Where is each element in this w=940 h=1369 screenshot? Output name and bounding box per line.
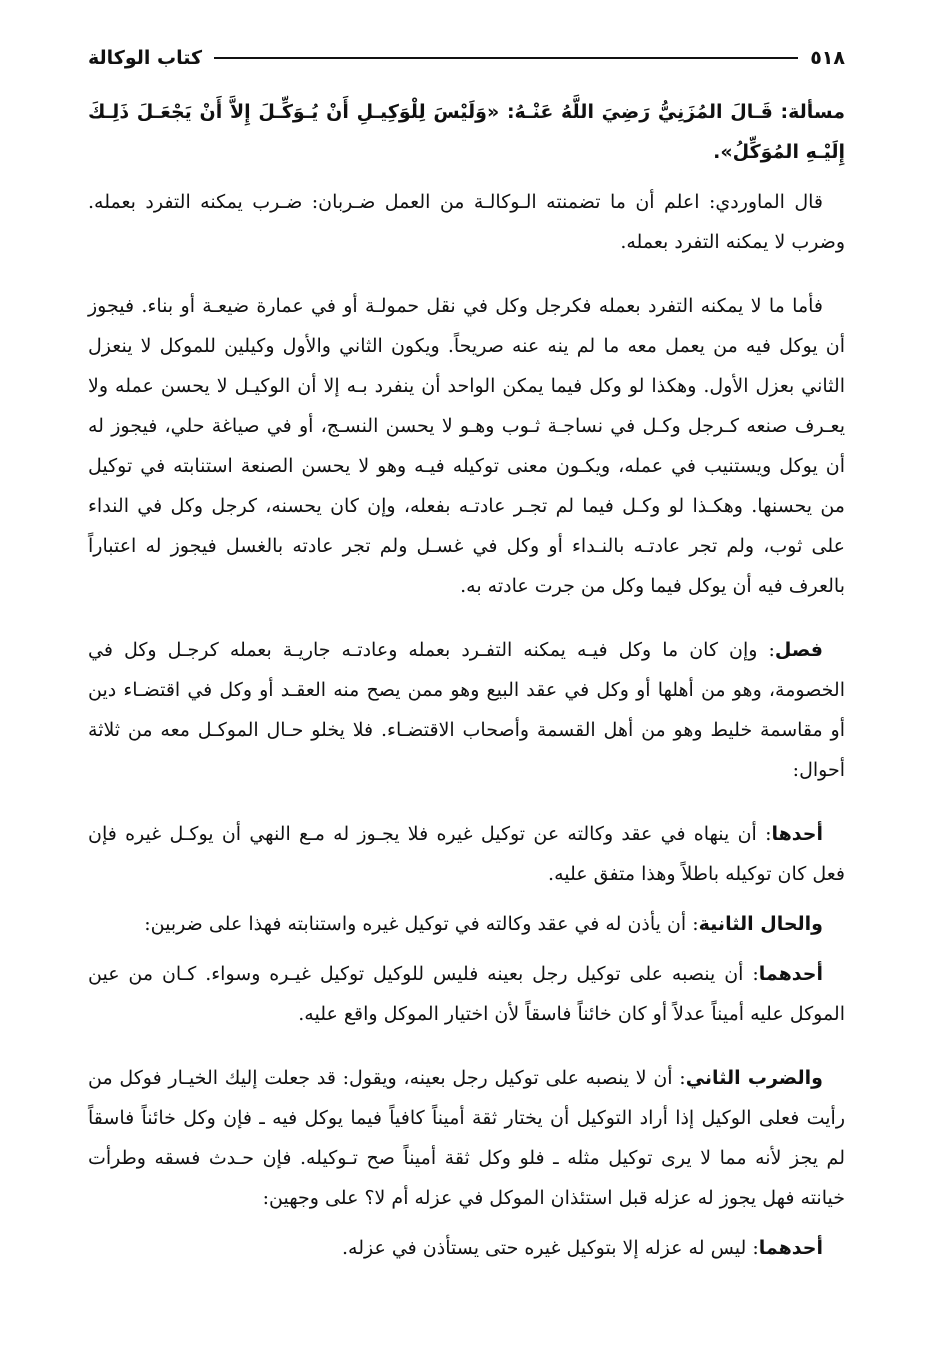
page-content bbox=[88, 92, 845, 1278]
paragraph-second-kind bbox=[88, 1058, 845, 1218]
header-rule bbox=[214, 57, 798, 59]
paragraph-lead: والضرب الثاني bbox=[685, 1067, 823, 1089]
paragraph-text: : أن يأذن له في عقد وكالته في توكيل غيره واستنابته فهذا على ضربين: bbox=[144, 913, 699, 935]
paragraph-text: : أن ينصبه على توكيل رجل بعينه فليس للوكيل توكيل غيـره وسواء. كـان من عين الموكل عليه أميناً عدلاً أو كان خائناً فاسقاً لأن اختيار الموكل واقع عليه. bbox=[88, 963, 845, 1025]
paragraph-lead: أحدهما bbox=[758, 1237, 823, 1259]
paragraph-lead: أحدهما bbox=[758, 963, 823, 985]
paragraph-lead: أحدها bbox=[771, 823, 823, 845]
paragraph-masala bbox=[88, 92, 845, 172]
paragraph-fasl bbox=[88, 630, 845, 790]
paragraph-text: : وإن كان ما وكل فيـه يمكنه التفـرد بعمله وعادتـه جاريـة بعمله كرجـل وكل في الخصومة، وهو من أهلها أو وكل في عقد البيع وهو ممن يصح منه العقـد أو وكل في اقتضـاء دين أو مقاسمة خليط وهو من أهل القسمة وأصحاب الاقتضـاء. فلا يخلو حـال الموكـل معه من ثلاثة أحوال: bbox=[88, 639, 845, 781]
paragraph-first-kind bbox=[88, 954, 845, 1034]
page-number: ٥١٨ bbox=[810, 47, 845, 69]
paragraph-first-state bbox=[88, 814, 845, 894]
paragraph-text: قال الماوردي: اعلم أن ما تضمنته الـوكالـة من العمل ضـربان: ضـرب يمكنه التفرد بعمله. وضرب لا يمكنه التفرد بعمله. bbox=[88, 191, 845, 253]
paragraph-lead: والحال الثانية bbox=[698, 913, 823, 935]
paragraph-first-opinion bbox=[88, 1228, 845, 1268]
paragraph-first-type bbox=[88, 286, 845, 606]
paragraph-second-state bbox=[88, 904, 845, 944]
paragraph-text: : أن لا ينصبه على توكيل رجل بعينه، ويقول: قد جعلت إليك الخيـار فوكل من رأيت فعلى الوكيل إذا أراد التوكيل أن يختار ثقة أميناً كافياً فيما يوكل فيه ـ فإن وكل خائناً فاسقاً لم يجز لأنه مما لا يرى توكيل مثله ـ فلو وكل ثقة أميناً صح تـوكيله. فإن حـدث فسقه وطرأت خيانته فهل يجوز له عزله قبل استئذان الموكل في عزله أم لا؟ على وجهين: bbox=[88, 1067, 845, 1209]
book-title: كتاب الوكالة bbox=[88, 47, 203, 69]
paragraph-text: : ليس له عزله إلا بتوكيل غيره حتى يستأذن في عزله. bbox=[341, 1237, 759, 1259]
paragraph-lead: فصل bbox=[774, 639, 823, 661]
paragraph-text: فأما ما لا يمكنه التفرد بعمله فكرجل وكل في نقل حمولـة أو في عمارة ضيعـة أو بناء. فيجوز أن يوكل فيه من يعمل معه ما لم ينه عنه صريحاً. ويكون الثاني والأول وكيلين للموكل لا ينعزل الثاني بعزل الأول. وهكذا لو وكل فيما يمكن الواحد أن ينفرد بـه إلا أن الوكيـل لا يحسن عمله ولا يعـرف صنعه كـرجل وكـل في نساجـة ثـوب وهـو لا يحسن النسـج، أو في صياغة حلي، فيجوز له أن يوكل ويستنيب في عمله، ويكـون معنى توكيله فيـه وهو لا يحسن الصنعة استنابته في توكيل من يحسنها. وهكـذا لو وكـل فيما لم تجـر عادتـه بفعله، وإن كان يحسنه، كرجل وكل في النداء على ثوب، ولم تجر عادتـه بالنـداء أو وكل في غسـل ولم تجر عادته بالغسل فيجوز له اعتباراً بالعرف فيه أن يوكل فيما وكل من جرت عادته به. bbox=[88, 295, 845, 597]
page-header bbox=[88, 40, 845, 76]
paragraph-text: : قَـالَ المُزَنِيُّ رَضِيَ اللَّهُ عَنْـهُ: «وَلَيْسَ لِلْوَكِيـلِ أَنْ يُـوَكِّـلَ إِلاَّ أَنْ يَجْعَـلَ ذَلِـكَ إِلَيْـهِ المُوَكِّلُ». bbox=[88, 101, 845, 163]
paragraph-lead: مسألة bbox=[788, 101, 845, 123]
paragraph-mawardi bbox=[88, 182, 845, 262]
paragraph-text: : أن ينهاه في عقد وكالته عن توكيل غيره فلا يجـوز له مـع النهي أن يوكـل غيره فإن فعل كان توكيله باطلاً وهذا متفق عليه. bbox=[88, 823, 845, 885]
